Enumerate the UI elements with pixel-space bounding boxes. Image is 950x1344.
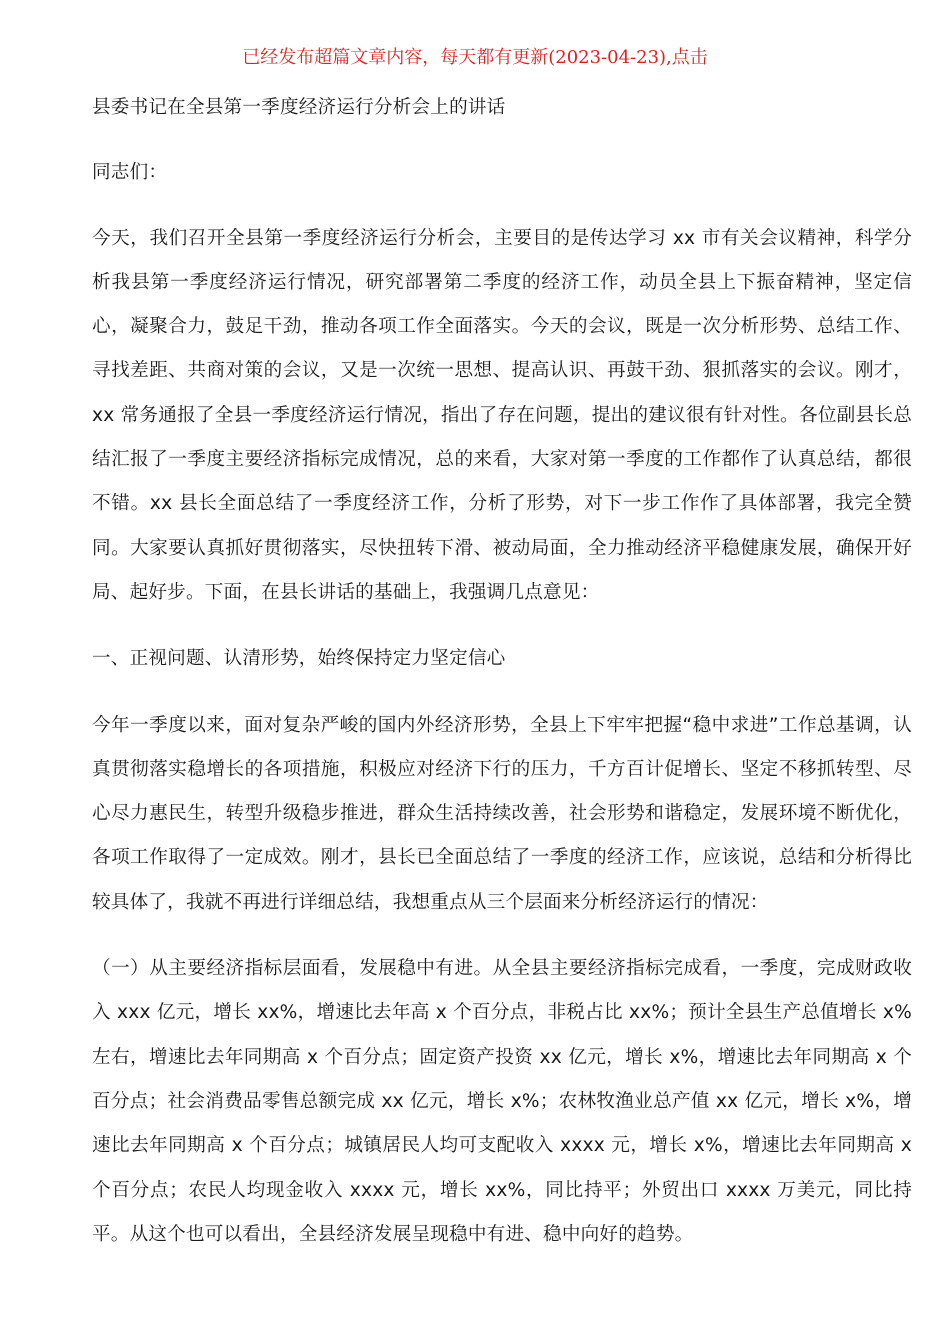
paragraph-indicators: （一）从主要经济指标层面看，发展稳中有进。从全县主要经济指标完成看，一季度，完成财政收入 xxx 亿元，增长 xx%，增速比去年高 x 个百分点，非税占比 xx%；预计全县生产总值增长 x%左右，增速比去年同期高 x 个百分点；固定资产投资 xx 亿元，增长 x%，增速比去年同期高 x 个百分点；社会消费品零售总额完成 xx 亿元，增长 x%；农林牧渔业总产值 xx 亿元，增长 x%，增速比去年同期高 x 个百分点；城镇居民人均可支配收入 xxxx 元，增长 x%，增速比去年同期高 x 个百分点；农民人均现金收入 xxxx 元，增长 xx%，同比持平；外贸出口 xxxx 万美元，同比持平。从这个也可以看出，全县经济发展呈现稳中有进、稳中向好的趋势。	[92, 958, 912, 1245]
document-body	[92, 86, 912, 1257]
section-heading-1: 一、正视问题、认清形势，始终保持定力坚定信心	[92, 648, 506, 670]
paragraph-situation: 今年一季度以来，面对复杂严峻的国内外经济形势，全县上下牢牢把握“稳中求进”工作总基调，认真贯彻落实稳增长的各项措施，积极应对经济下行的压力，千方百计促增长、坚定不移抓转型、尽心尽力惠民生，转型升级稳步推进，群众生活持续改善，社会形势和谐稳定，发展环境不断优化，各项工作取得了一定成效。刚才，县长已全面总结了一季度的经济工作，应该说，总结和分析得比较具体了，我就不再进行详细总结，我想重点从三个层面来分析经济运行的情况：	[92, 714, 912, 913]
update-banner-link[interactable]: 已经发布超篇文章内容，每天都有更新(2023-04-23),点击	[242, 47, 708, 68]
salutation: 同志们：	[92, 162, 168, 184]
document-title: 县委书记在全县第一季度经济运行分析会上的讲话	[92, 97, 506, 118]
paragraph-intro: 今天，我们召开全县第一季度经济运行分析会，主要目的是传达学习 xx 市有关会议精神，科学分析我县第一季度经济运行情况，研究部署第二季度的经济工作，动员全县上下振奋精神，坚定信心，凝聚合力，鼓足干劲，推动各项工作全面落实。今天的会议，既是一次分析形势、总结工作、寻找差距、共商对策的会议，又是一次统一思想、提高认识、再鼓干劲、狠抓落实的会议。刚才，xx 常务通报了全县一季度经济运行情况，指出了存在问题，提出的建议很有针对性。各位副县长总结汇报了一季度主要经济指标完成情况，总的来看，大家对第一季度的工作都作了认真总结，都很不错。xx 县长全面总结了一季度经济工作，分析了形势，对下一步工作作了具体部署，我完全赞同。大家要认真抓好贯彻落实，尽快扭转下滑、被动局面，全力推动经济平稳健康发展，确保开好局、起好步。下面，在县长讲话的基础上，我强调几点意见：	[92, 227, 912, 603]
